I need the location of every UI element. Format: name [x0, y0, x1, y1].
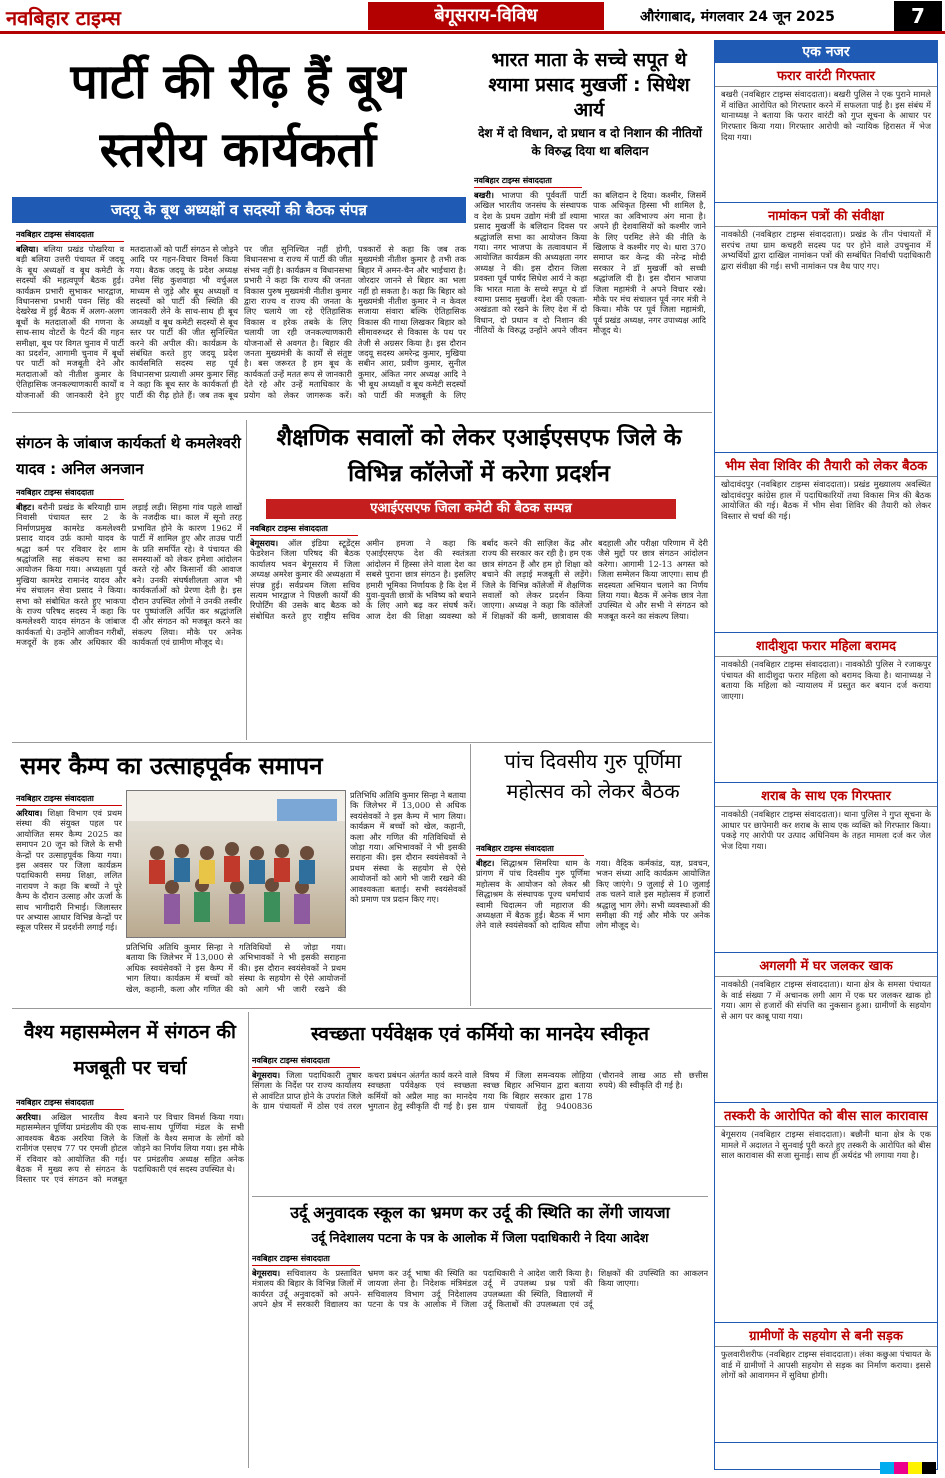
sidebar-story [715, 953, 937, 1103]
vaishya-article [16, 1096, 244, 1468]
aisf-byline: नवबिहार टाइम्स संवाददाता [250, 522, 358, 536]
sidebar-story [715, 453, 937, 633]
sidebar-story [715, 63, 937, 203]
summer-photo [126, 790, 346, 938]
aisf-article [250, 522, 708, 740]
vaishya-headline: वैश्य महासम्मेलन में संगठन की मजबूती पर चर्चा [24, 1021, 236, 1079]
mukherjee-headline: भारत माता के सच्चे सपूत थे श्यामा प्रसाद मुखर्जी : सिधेश आर्य [488, 49, 690, 121]
sidebar-story [715, 633, 937, 783]
summer-article-left [16, 792, 122, 1002]
guru-headline: पांच दिवसीय गुरु पूर्णिमा महोत्सव को लेकर बैठक [504, 749, 682, 803]
sidebar-story [715, 1323, 937, 1443]
sidebar-story-headline: शराब के साथ एक गिरफ्तार [715, 783, 937, 807]
lead-headline: पार्टी की रीढ़ हैं बूथ स्तरीय कार्यकर्ता [70, 54, 406, 178]
masthead [0, 0, 945, 34]
lead-band: जदयू के बूथ अध्यक्षों व सदस्यों की बैठक संपन्न [12, 197, 466, 223]
sidebar-story-body: बखरी (नवबिहार टाइम्स संवाददाता)। बखरी पुलिस ने एक पुराने मामले में वांछित आरोपित को गिरफ्तार करने में सफलता पाई है। इस संबंध में थानाध्यक्ष ने बताया कि फरार वारंटी को गुप्त सूचना के आधार पर गिरफ्तार किया गया। गिरफ्तार आरोपी को न्यायिक हिरासत में भेज दिया गया। [721, 89, 931, 142]
lead-article [16, 228, 466, 406]
brand: नवबिहार टाइम्स [6, 6, 121, 30]
sidebar-story-body: नावकोठी (नवबिहार टाइम्स संवाददाता)। नावकोठी पुलिस ने रजाकपुर पंचायत की शादीशुदा फरार महिला को बरामद किया है। थानाध्यक्ष ने बताया कि महिला को न्यायालय में प्रस्तुत कर बयान दर्ज कराया जाएगा। [721, 659, 931, 702]
lead-byline: नवबिहार टाइम्स संवाददाता [16, 228, 124, 242]
registration-strip [880, 1462, 936, 1474]
summer-byline: नवबिहार टाइम्स संवाददाता [16, 792, 122, 806]
aisf-body: बेगूसराय। ऑल इंडिया स्टूडेंट्स फेडरेशन जिला परिषद की बैठक कार्यालय भवन बेगूसराय में जिला अध्यक्ष अमरेश कुमार की अध्यक्षता में संपन्न हुई। सर्वप्रथम जिला सचिव सत्यम भारद्वाज ने पिछली कार्यों की रिपोर्टिंग की उसके बाद बैठक को संबोधित करते हुए राष्ट्रीय सचिव अमीन हमजा ने कहा कि एआईएसएफ देश की स्वतंत्रता आंदोलन में हिस्सा लेने वाला देश का सबसे पुराना छात्र संगठन है। इसलिए हमारी भूमिका निर्णायक है कि देश में युवा-युवती छात्रों के भविष्य को बचाने के लिए आगे बढ़ कर संघर्ष करें। आज देश की शिक्षा व्यवस्था को बर्बाद करने की साज़िश केंद्र और राज्य की सरकार कर रही है। हम एक छात्र संगठन हैं और हम हो शिक्षा को बचाने की लड़ाई मजबूती से लड़ेंगे। जिले के विभिन्न कॉलेजों में शैक्षणिक सवालों को लेकर प्रदर्शन किया जाएगा। अध्यक्ष ने कहा कि कॉलेजों में शिक्षकों की कमी, छात्रावास की बदहाली और परीक्षा परिणाम में देरी जैसे मुद्दों पर छात्र संगठन आंदोलन करेगा। आगामी 12-13 अगस्त को जिला सम्मेलन किया जाएगा। साथ ही सदस्यता अभियान चलाने का निर्णय लिया गया। बैठक में अनेक छात्र नेता उपस्थित थे और सभी ने संगठन को मजबूत करने का संकल्प लिया। [250, 538, 708, 621]
summer-body-2: प्रतिभिधि अतिथि कुमार सिन्हा ने बताया कि जिलेभर में 13,000 से अधिक स्वयंसेवकों ने इस कैम्प में भाग लिया। कार्यक्रम में बच्चों को खेल, कहानी, कला और गणित की गतिविधियों से जोड़ा गया। अभिभावकों ने भी इसकी सराहना की। इस दौरान स्वयंसेवकों ने प्रथम संस्था के सहयोग से ऐसे आयोजनों को आगे भी जारी रखने की आवश्यकता बताई। सभी स्वयंसेवकों को प्रमाण पत्र प्रदान किए गए। [350, 790, 466, 905]
swachhata-body: बेगूसराय। जिला पदाधिकारी तुषार सिंगला के निर्देश पर राज्य कार्यालय से आवंटित प्राप्त होने के उपरांत जिले के ग्राम पंचायतों में ठोस एवं तरल कचरा प्रबंधन अंतर्गत कार्य करने वाले स्वच्छता पर्यवेक्षक एवं स्वच्छता कर्मियों को अप्रैल माह का मानदेय भुगतान हेतु स्वीकृति दी गई है। इस विषय में जिला समन्वयक लोहिया स्वच्छ बिहार अभियान द्वारा बताया गया कि बिहार सरकार द्वारा 178 ग्राम पंचायतों हेतु 9400836 (चौरानवे लाख आठ सौ छत्तीस रुपये) की स्वीकृति दी गई है। [252, 1070, 708, 1112]
sidebar-story-body: फुलवारीशरीफ (नवबिहार टाइम्स संवाददाता)। लंका कछुआ पंचायत के वार्ड में ग्रामीणों ने आपसी सहयोग से सड़क का निर्माण कराया। इससे लोगों को आवागमन में सुविधा होगी। [721, 1349, 931, 1381]
swachhata-byline: नवबिहार टाइम्स संवाददाता [252, 1054, 360, 1068]
page-number: 7 [894, 1, 942, 31]
lead-body: बलिया। बलिया प्रखंड पोखरिया व बड़ी बलिया उत्तरी पंचायत में जदयू के बूथ अध्यक्षों व बूथ कमेटी के सदस्यों की महत्वपूर्ण बैठक हुई। कार्यक्रम प्रभारी सुभाकर भारद्वाज, विधानसभा प्रभारी पवन सिंह की देखरेख में हुई बैठक में अलग-अलग बूथों के मतदाताओं की गणना के साथ-साथ वोटरों के पैटर्न की गहन समीक्षा, बूथ पर विगत चुनाव में पार्टी का प्रदर्शन, आगामी चुनाव में बूथों पर पार्टी को मजबूती देने और मतदाताओं को नीतीश कुमार के ऐतिहासिक जनकल्याणकारी कार्यों व योजनाओं की जानकारी देने हुए मतदाताओं को पार्टी संगठन से जोड़ने आदि पर गहन-विचार विमर्श किया गया। बैठक जदयू के प्रदेश अध्यक्ष उमेश सिंह कुशवाहा भी वर्चुअल माध्यम से जुड़े और बूथ अध्यक्षों व सदस्यों को पार्टी की स्थिति की जानकारी लेने के साथ-साथ ही बूथ अध्यक्षों व बूथ कमेटी सदस्यों से बूथ स्तर पर पार्टी की जीत सुनिश्चित करने की अपील की। कार्यक्रम के संबंधित करते हुए जदयू प्रदेश कार्यसमिति सदस्य सह पूर्व विधानसभा प्रत्याशी अमर कुमार सिंह ने कहा कि बूथ स्तर के कार्यकर्ता ही पार्टी की रीढ़ होते हैं। जब तक बूथ पर जीत सुनिश्चित नहीं होगी, विधानसभा व राज्य में पार्टी की जीत संभव नहीं है। कार्यक्रम व विधानसभा प्रभारी ने कहा कि राज्य की जनता विकास पुरुष मुख्यमंत्री नीतीश कुमार द्वारा राज्य व राज्य की जनता के लिए चलाये जा रहे ऐतिहासिक विकास व हरेक तबके के लिए चलायी जा रही जनकल्याणकारी योजनाओं से अवगत है। बिहार की जनता मुख्यमंत्री के कार्यों से संतुष्ट है। बस जरूरत है हम बूथ के कार्यकर्ता उन्हें मतत रूप से जानकारी देते रहे और उन्हें मताधिकार के प्रयोग को लेकर जागरूक करें। पत्रकारों से कहा कि जब तक मुख्यमंत्री नीतीश कुमार है तभी तक बिहार में अमन-चैन और भाईचारा है। जोरदार जानने से बिहार का भला नहीं हो सकता है। कहा कि बिहार को मुख्यमंत्री नीतीश कुमार ने न केवल सजाया संवारा बल्कि ऐतिहासिक विकास की गाथा लिखकर बिहार को सीमावरुध्दर से विकास के पथ पर तेजी से अग्रसर किया है। इस दौरान जदयू सदस्य अमरेन्द्र कुमार, मुखिया सबीन आरा, प्रवीण कुमार, सुनील कुमार, अंकित नगर अध्यक्ष आदि ने भी बूथ अध्यक्षों व बूथ कमेटी सदस्यों को पार्टी की मजबूती के लिए [16, 244, 466, 400]
mukherjee-subhead: देश में दो विधान, दो प्रधान व दो निशान की नीतियों के विरुद्ध दिया था बलिदान [478, 126, 702, 158]
guru-body: बीहट। सिद्धाश्रम सिमरिया धाम के प्रांगण में पांच दिवसीय गुरु पूर्णिमा महोत्सव के आयोजन को लेकर श्री सिद्धाश्रम के संस्थापक पूज्य धर्माचार्य स्वामी चिदात्मन जी महाराज की अध्यक्षता में बैठक हुई। बैठक में भाग लेने वाले स्वयंसेवकों को दायित्व सौंपा गया। वैदिक कर्मकांड, यज्ञ, प्रवचन, भजन संध्या आदि कार्यक्रम आयोजित किए जाएंगे। 9 जुलाई से 10 जुलाई तक चलने वाले इस महोत्सव में हजारों श्रद्धालु भाग लेंगे। सभी व्यवस्थाओं की समीक्षा की गई और मौके पर अनेक लोग मौजूद थे। [476, 858, 710, 931]
summer-body: अरियाव। शिक्षा विभाग एवं प्रथम संस्था की संयुक्त पहल पर आयोजित समर कैम्प 2025 का समापन 20 जून को जिले के सभी केन्द्रों पर उत्साहपूर्वक किया गया। इस अवसर पर जिला कार्यक्रम पदाधिकारी समग्र शिक्षा, ललित नारायण ने कहा कि बच्चों ने पूरे कैम्प के दौरान उत्साह और ऊर्जा के साथ भागीदारी निभाई। जिलास्तर पर अभ्यास आधार विभिन्न केन्द्रों पर स्कूल परिसर में प्रदर्शनी लगाई गई। [16, 808, 122, 933]
sangathan-body: बीहट। बरौनी प्रखंड के बरियाही ग्राम निवासी पंचायत स्तर 2 के निर्माणप्रमुख कामरेड कमलेश्वरी प्रसाद यादव उर्फ़ कामो यादव के श्रद्धा कर्म पर रविवार देर शाम श्रद्धांजलि सह संकल्प सभा का आयोजन किया गया। अध्यक्षता पूर्व मुखिया कामरेड रामानंद यादव और मंच संचालन सेवा प्रसाद ने किया। सभा को संबोधित करते हुए भाकपा के राज्य परिषद सदस्य ने कहा कि कमलेश्वरी यादव संगठन के जांबाज कार्यकर्ता थे। उन्होंने आजीवन गरीबों, मजदूरों के हक और अधिकार की लड़ाई लड़ी। सिहमा गांव पहले शाखों के नजदीक था। काल में सूनो तरह प्रभावित होने के कारण 1962 में पार्टी में शामिल हुए और ताउम्र पार्टी के प्रति समर्पित रहे। वे पंचायत की समस्याओं को लेकर हमेशा आंदोलन करते रहे और किसानों की आवाज बने। उनकी संघर्षशीलता आज भी कार्यकर्ताओं को प्रेरणा देती है। इस दौरान उपस्थित लोगों ने उनकी तस्वीर पर पुष्पांजलि अर्पित कर श्रद्धांजलि दी और संगठन को मजबूत करने का संकल्प लिया। मौके पर अनेक कार्यकर्ता एवं ग्रामीण मौजूद थे। [16, 502, 242, 648]
sidebar-story [715, 203, 937, 453]
sangathan-headline: संगठन के जांबाज कार्यकर्ता थे कमलेश्वरी यादव : अनिल अनजान [16, 434, 241, 478]
guru-byline: नवबिहार टाइम्स संवाददाता [476, 842, 584, 856]
sidebar-story [715, 783, 937, 953]
swachhata-headline: स्वच्छता पर्यवेक्षक एवं कर्मियो का मानदेय स्वीकृत [311, 1023, 649, 1045]
sidebar-story-body: नावकोठी (नवबिहार टाइम्स संवाददाता)। थाना क्षेत्र के समसा पंचायत के वार्ड संख्या 7 में अचानक लगी आग में एक घर जलकर खाक हो गया। आग से हजारों की संपत्ति का नुकसान हुआ। ग्रामीणों के सहयोग से आग पर काबू पाया गया। [721, 979, 931, 1022]
sidebar-story-headline: अगलगी में घर जलकर खाक [715, 953, 937, 977]
urdu-article [252, 1252, 708, 1468]
mukherjee-body: बखरी। भाजपा की पूर्ववर्ती पार्टी अखिल भारतीय जनसंघ के संस्थापक व देश के प्रथम उद्योग मंत्री डॉ श्यामा प्रसाद मुखर्जी के बलिदान दिवस पर श्रद्धांजलि सभा का आयोजन किया गया। नगर भाजपा के तत्वावधान में आयोजित कार्यक्रम की अध्यक्षता नगर अध्यक्ष ने की। इस दौरान जिला प्रवक्ता पूर्व पार्षद सिधेश आर्य ने कहा कि भारत माता के सच्चे सपूत थे डॉ श्यामा प्रसाद मुखर्जी। देश की एकता-अखंडता को रखने के लिए देश में दो विधान, दो प्रधान व दो निशान की नीतियों के विरुद्ध उन्होंने अपने जीवन का बलिदान दे दिया। कश्मीर, जिसमें पाक अधिकृत हिस्सा भी शामिल है, भारत का अविभाज्य अंग माना है। अपने ही देशवासियों को कश्मीर जाने के लिए परमिट लेने की नीति के खिलाफ वे कश्मीर गए थे। धारा 370 समाप्त कर केन्द्र की नरेन्द्र मोदी सरकार ने डॉ मुखर्जी को सच्ची श्रद्धांजलि दी है। इस दौरान भाजपा जिला महामंत्री ने अपने विचार रखे। मौके पर मंच संचालन पूर्व नगर मंत्री ने किया। मौके पर पूर्व जिला महामंत्री, पूर्व प्रखंड अध्यक्ष, नगर उपाध्यक्ष आदि मौजूद थे। [474, 190, 706, 336]
sidebar-story-headline: शादीशुदा फरार महिला बरामद [715, 633, 937, 657]
swachhata-article [252, 1054, 708, 1194]
mukherjee-byline: नवबिहार टाइम्स संवाददाता [474, 174, 582, 188]
mukherjee-article [474, 174, 706, 414]
sidebar-story-headline: फरार वारंटी गिरफ्तार [715, 63, 937, 87]
summer-headline: समर कैम्प का उत्साहपूर्वक समापन [20, 752, 323, 780]
vaishya-byline: नवबिहार टाइम्स संवाददाता [16, 1096, 124, 1110]
sidebar-story-headline: तस्करी के आरोपित को बीस साल कारावास [715, 1103, 937, 1127]
sidebar-story-body: नावकोठी (नवबिहार टाइम्स संवाददाता)। प्रखंड के तीन पंचायतों में सरपंच तथा ग्राम कचहरी सदस्य पद पर होने वाले उपचुनाव में अभ्यर्थियों द्वारा दाखिल नामांकन पत्रों की सम्बंधित निर्वाची पदाधिकारी द्वारा संवीक्षा की गई। सभी नामांकन पत्र वैध पाए गए। [721, 229, 931, 272]
sidebar-items [715, 63, 937, 1443]
guru-article [476, 842, 710, 1004]
aisf-headline: शैक्षणिक सवालों को लेकर एआईएसएफ जिले के विभिन्न कॉलेजों में करेगा प्रदर्शन [276, 425, 682, 487]
sangathan-article [16, 486, 242, 738]
urdu-headline: उर्दू अनुवादक स्कूल का भ्रमण कर उर्दू की स्थिति का लेंगी जायजा [290, 1203, 670, 1222]
section-title: बेगूसराय-विविध [368, 2, 604, 30]
urdu-byline: नवबिहार टाइम्स संवाददाता [252, 1252, 360, 1266]
vaishya-body: अररिया। अखिल भारतीय वैश्य महासम्मेलन पूर्णिया प्रमंडलीय की एक आवश्यक बैठक अररिया जिले के रानीगंज एसएच 77 पर एमजी होटल में रविवार को आयोजित की गई। बैठक में मुख्य रूप से संगठन के विस्तार पर एवं संगठन को मजबूत बनाने पर विचार विमर्श किया गया। साथ-साथ पूर्णिया मंडल के सभी जिलों के वैश्य समाज के लोगों को जोड़ने का निर्णय लिया गया। इस मौके पर प्रमंडलीय अध्यक्ष सहित अनेक पदाधिकारी एवं सदस्य उपस्थित थे। [16, 1112, 244, 1185]
group-photo-icon [127, 791, 346, 938]
summer-body-bottom: प्रतिभिधि अतिथि कुमार सिन्हा ने बताया कि जिलेभर में 13,000 से अधिक स्वयंसेवकों ने इस कैम्प में भाग लिया। कार्यक्रम में बच्चों को खेल, कहानी, कला और गणित की गतिविधियों से जोड़ा गया। अभिभावकों ने भी इसकी सराहना की। इस दौरान स्वयंसेवकों ने प्रथम संस्था के सहयोग से ऐसे आयोजनों को आगे भी जारी रखने की [126, 942, 346, 994]
summer-article-bottom [126, 942, 346, 1004]
sidebar-story [715, 1103, 937, 1323]
sidebar-story-headline: भीम सेवा शिविर की तैयारी को लेकर बैठक [715, 453, 937, 477]
sidebar-title: एक नजर [715, 41, 937, 63]
sidebar [714, 40, 938, 1470]
dateline: औरंगाबाद, मंगलवार 24 जून 2025 [640, 9, 835, 25]
sidebar-story-body: नावकोठी (नवबिहार टाइम्स संवाददाता)। थाना पुलिस ने गुप्त सूचना के आधार पर छापेमारी कर शराब के साथ एक व्यक्ति को गिरफ्तार किया। पकड़े गए आरोपी पर उत्पाद अधिनियम के तहत मामला दर्ज कर जेल भेज दिया गया। [721, 809, 931, 852]
sidebar-story-headline: नामांकन पत्रों की संवीक्षा [715, 203, 937, 227]
summer-article-right [350, 790, 466, 1002]
sangathan-byline: नवबिहार टाइम्स संवाददाता [16, 486, 124, 500]
sidebar-story-body: बेगूसराय (नवबिहार टाइम्स संवाददाता)। बछौनी थाना क्षेत्र के एक मामले में अदालत ने सुनवाई पूरी करते हुए तस्करी के आरोपित को बीस साल कारावास की सजा सुनाई। साथ ही अर्थदंड भी लगाया गया है। [721, 1129, 931, 1161]
aisf-band: एआईएसएफ जिला कमेटी की बैठक सम्पन्न [266, 499, 676, 519]
sidebar-story-body: खोदावंदपुर (नवबिहार टाइम्स संवाददाता)। प्रखंड मुख्यालय अवस्थित खोदावंदपुर कांग्रेस हाल में पदाधिकारियों तथा विकास मित्र की बैठक आयोजित की गई। बैठक में भीम सेवा शिविर की तैयारी को लेकर विस्तार से चर्चा की गई। [721, 479, 931, 522]
urdu-body: बेगूसराय। सचिवालय के प्रस्तावित मंत्रालय की बिहार के विभिन्न जिलों में कार्यरत उर्दू अनुवादकों को अपने-अपने क्षेत्र में सरकारी विद्यालय का भ्रमण कर उर्दू भाषा की स्थिति का जायजा लेना है। निदेशक मंत्रिमंडल सचिवालय विभाग उर्दू निदेशालय पटना के पत्र के आलोक में जिला पदाधिकारी ने आदेश जारी किया है। उर्दू में उपलब्ध प्रश्न पत्रों की उपलब्धता की स्थिति, विद्यालयों में उर्दू किताबों की उपलब्धता एवं उर्दू शिक्षकों की उपस्थिति का आकलन किया जाएगा। [252, 1268, 708, 1310]
urdu-subhead: उर्दू निदेशालय पटना के पत्र के आलोक में जिला पदाधिकारी ने दिया आदेश [311, 1230, 649, 1245]
sidebar-story-headline: ग्रामीणों के सहयोग से बनी सड़क [715, 1323, 937, 1347]
